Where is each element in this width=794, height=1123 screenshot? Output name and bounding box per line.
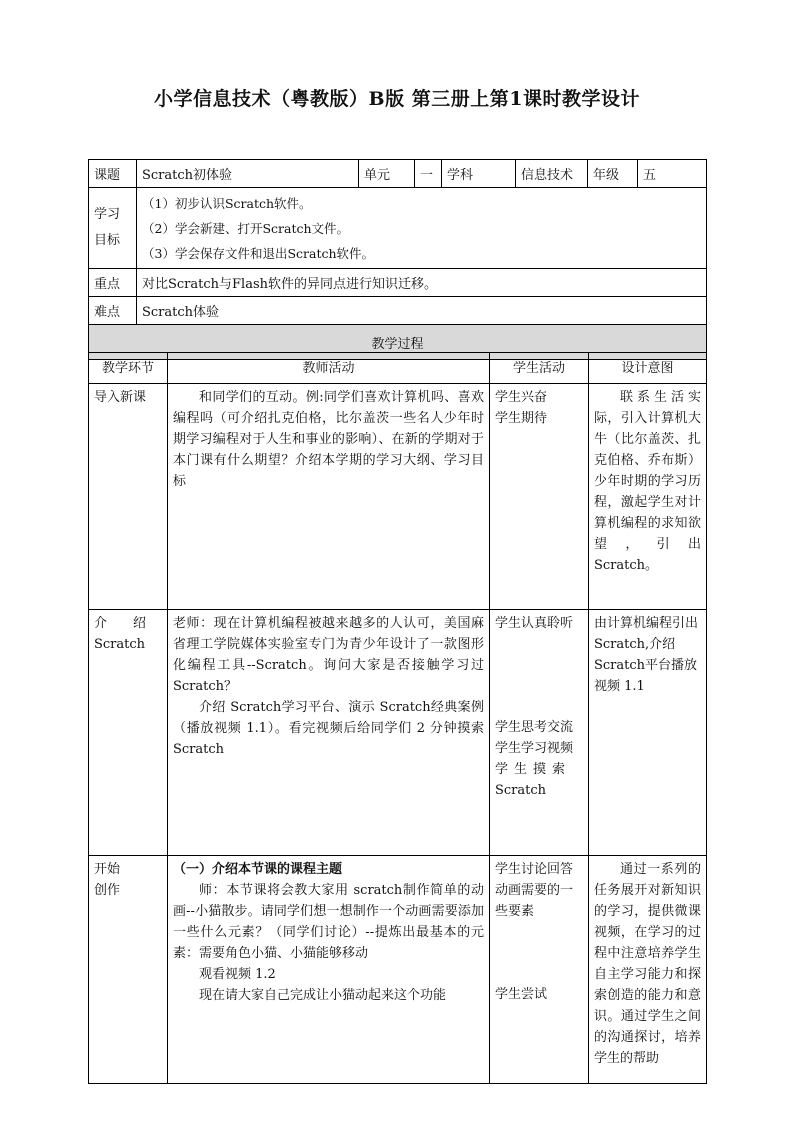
process-row-intro (89, 384, 707, 610)
key-point-label: 重点 (89, 269, 137, 297)
teacher-paragraph: 师：本节课将会教大家用 scratch制作简单的动画--小猫散步。请同学们想一想制作一个动画需要添加一些什么元素？（同学们讨论）--提炼出最基本的元素：需要角色小猫、小猫能够移动 (173, 883, 484, 961)
header-phase: 教学环节 (89, 353, 168, 384)
objectives-label (89, 188, 137, 269)
teacher-paragraph: 和同学们的互动。例:同学们喜欢计算机吗、喜欢编程吗（可介绍扎克伯格，比尔盖茨一些名人少年时期学习编程对于人生和事业的影响）、在新的学期对于本门课有什么期望？介绍本学期的学习大纲、学习目标 (173, 390, 484, 489)
topic-label: 课题 (89, 160, 137, 188)
student-text: 学生学习视频 (495, 741, 574, 756)
objective-item: （3）学会保存文件和退出Scratch软件。 (142, 245, 375, 261)
student-text: 学生兴奋 (495, 390, 548, 405)
objective-item: （2）学会新建、打开Scratch文件。 (142, 220, 350, 236)
process-title: 教学过程 (89, 325, 707, 360)
student-text: Scratch (495, 783, 547, 798)
student-text: 学生思考交流 (495, 720, 574, 735)
spacer (495, 634, 583, 717)
intent-text: 由计算机编程引出Scratch,介绍Scratch平台播放视频 1.1 (594, 616, 699, 694)
student-text: 学生尝试 (495, 987, 548, 1002)
teacher-activity-cell (168, 384, 490, 610)
objective-item: （1）初步认识Scratch软件。 (142, 195, 312, 211)
grade-value: 五 (638, 160, 707, 188)
objectives-label-line: 学习 (94, 207, 121, 222)
design-intent-cell (589, 610, 707, 856)
phase-text: 导入新课 (94, 390, 147, 405)
objectives-row (89, 188, 707, 269)
teacher-paragraph: 观看视频 1.2 (199, 967, 276, 982)
phase-text: 创作 (94, 883, 121, 898)
objectives-label-line: 目标 (94, 233, 121, 248)
difficult-point-value: Scratch体验 (137, 297, 707, 325)
difficult-point-row (89, 297, 707, 325)
student-activity-cell (490, 856, 589, 1084)
header-intent: 设计意图 (589, 353, 707, 384)
teacher-paragraph: 现在请大家自己完成让小猫动起来这个功能 (199, 988, 447, 1003)
phase-cell (89, 384, 168, 610)
lesson-info-table (88, 159, 707, 360)
student-text: 学生期待 (495, 411, 548, 426)
design-intent-cell (589, 856, 707, 1084)
section-title: （一）介绍本节课的课程主题 (173, 862, 343, 877)
document-title: 小学信息技术（粤教版）B版 第三册上第1课时教学设计 (154, 88, 640, 110)
subject-label: 学科 (442, 160, 516, 188)
process-row-create (89, 856, 707, 1084)
key-point-row (89, 269, 707, 297)
unit-label: 单元 (359, 160, 415, 188)
phase-text: 开始 (94, 862, 121, 877)
difficult-point-label: 难点 (89, 297, 137, 325)
phase-text: Scratch (94, 637, 146, 652)
intent-text: 联系生活实际，引入计算机大牛（比尔盖茨、扎克伯格、乔布斯）少年时期的学习历程，激起学生对计算机编程的求知欲望，引出Scratch。 (594, 390, 701, 573)
teacher-activity-cell (168, 610, 490, 856)
topic-value: Scratch初体验 (137, 160, 359, 188)
process-header-row (89, 353, 707, 384)
grade-label: 年级 (588, 160, 638, 188)
key-point-value: 对比Scratch与Flash软件的异同点进行知识迁移。 (137, 269, 707, 297)
student-activity-cell (490, 610, 589, 856)
student-text: 学生认真聆听 (495, 616, 574, 631)
student-activity-cell (490, 384, 589, 610)
teacher-paragraph: 老师：现在计算机编程被越来越多的人认可，美国麻省理工学院媒体实验室专门为青少年设计了一款图形化编程工具--Scratch。询问大家是否接触学习过 Scratch？ (173, 616, 484, 694)
student-text: 学生讨论回答动画需要的一些要素 (495, 862, 574, 919)
unit-value: 一 (415, 160, 442, 188)
design-intent-cell (589, 384, 707, 610)
process-row-scratch (89, 610, 707, 856)
topic-row (89, 160, 707, 188)
header-teacher: 教师活动 (168, 353, 490, 384)
header-student: 学生活动 (490, 353, 589, 384)
teacher-activity-cell (168, 856, 490, 1084)
teacher-paragraph: 介绍 Scratch学习平台、演示 Scratch经典案例（播放视频 1.1）。看完视频后给同学们 2 分钟摸索 Scratch (173, 700, 484, 757)
intent-text: 通过一系列的任务展开对新知识的学习，提供微课视频，在学习的过程中注意培养学生自主学习能力和探索创造的能力和意识。通过学生之间的沟通探讨，培养学生的帮助 (594, 862, 701, 1066)
phase-cell (89, 610, 168, 856)
phase-cell (89, 856, 168, 1084)
subject-value: 信息技术 (516, 160, 588, 188)
phase-text: 介 绍 (94, 616, 147, 631)
student-text: 学生摸索 (495, 762, 572, 777)
teaching-process-table (88, 352, 707, 1084)
objectives-list (137, 188, 707, 269)
spacer (495, 922, 583, 984)
